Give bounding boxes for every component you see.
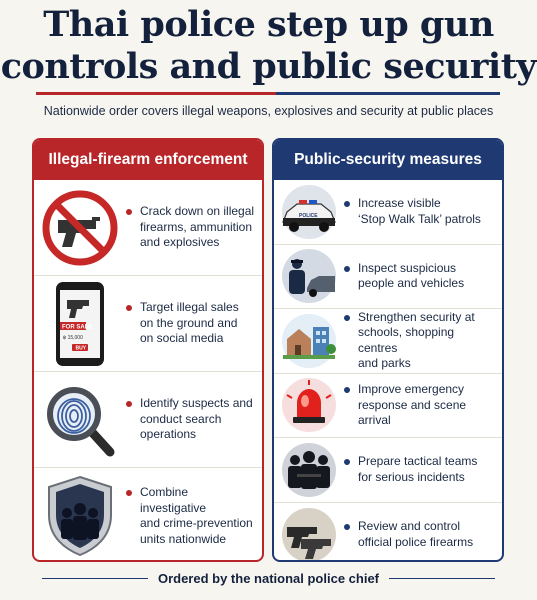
list-item <box>274 309 502 374</box>
list-item <box>34 180 262 276</box>
item-text: Target illegal sales on the ground and on social media <box>140 300 239 346</box>
bullet <box>344 524 350 530</box>
bullet <box>126 305 132 311</box>
item-text: Strengthen security at schools, shopping centres and parks <box>358 309 475 371</box>
tactical-team-icon <box>274 440 344 500</box>
footer-text: Ordered by the national police chief <box>157 571 380 586</box>
footer <box>0 571 537 586</box>
item-text: Inspect suspicious people and vehicles <box>358 260 465 291</box>
list-item <box>274 245 502 310</box>
svg-text:POLICE: POLICE <box>299 212 318 219</box>
police-shield-icon <box>34 471 126 561</box>
item-text: Prepare tactical teams for serious incidents <box>358 454 478 484</box>
officer-inspect-icon <box>274 246 344 306</box>
item-text: Increase visible ‘Stop Walk Talk’ patrols <box>358 196 481 226</box>
list-item <box>274 438 502 503</box>
page-title <box>0 4 537 88</box>
footer-rule-left <box>42 578 148 580</box>
bullet <box>344 459 350 465</box>
title-rule-red <box>36 92 276 95</box>
panel-heading-left: Illegal-firearm enforcement <box>34 140 262 180</box>
phone-sale-icon <box>34 279 126 369</box>
list-item <box>34 468 262 562</box>
item-text: Crack down on illegal firearms, ammunition and explosives <box>140 204 255 250</box>
bullet <box>126 490 132 496</box>
subtitle: Nationwide order covers illegal weapons, explosives and security at public places <box>43 104 494 118</box>
pistols-icon <box>274 505 344 562</box>
panel-illegal-firearm-enforcement <box>32 138 264 562</box>
item-text: Improve emergency response and scene arrival <box>358 382 467 427</box>
bullet <box>344 201 350 207</box>
svg-text:FOR SALE: FOR SALE <box>62 324 93 330</box>
fingerprint-magnifier-icon <box>34 375 126 465</box>
item-text: Combine investigative and crime-prevention units nationwide <box>140 485 253 546</box>
item-text: Identify suspects and conduct search operations <box>140 396 253 442</box>
list-item <box>274 374 502 439</box>
svg-text:BUY: BUY <box>75 345 87 351</box>
list-item <box>34 276 262 372</box>
bullet <box>126 209 132 215</box>
no-gun-icon <box>34 183 126 273</box>
siren-icon <box>274 375 344 435</box>
bullet <box>344 315 350 321</box>
svg-text:฿ 15,000: ฿ 15,000 <box>63 334 83 341</box>
footer-rule-right <box>389 578 495 580</box>
police-car-icon <box>274 182 344 242</box>
list-item <box>274 180 502 245</box>
list-item <box>274 503 502 563</box>
bullet <box>344 266 350 272</box>
title-rule-navy <box>276 92 500 95</box>
panel-heading-right: Public-security measures <box>274 140 502 180</box>
list-item <box>34 372 262 468</box>
item-text: Review and control official police firearms <box>358 519 474 549</box>
bullet <box>126 401 132 407</box>
public-places-icon <box>274 311 344 371</box>
bullet <box>344 387 350 393</box>
panel-public-security-measures <box>272 138 504 562</box>
title-line-1: Thai police step up gun <box>43 4 494 45</box>
title-line-2: controls and public security <box>0 46 537 87</box>
